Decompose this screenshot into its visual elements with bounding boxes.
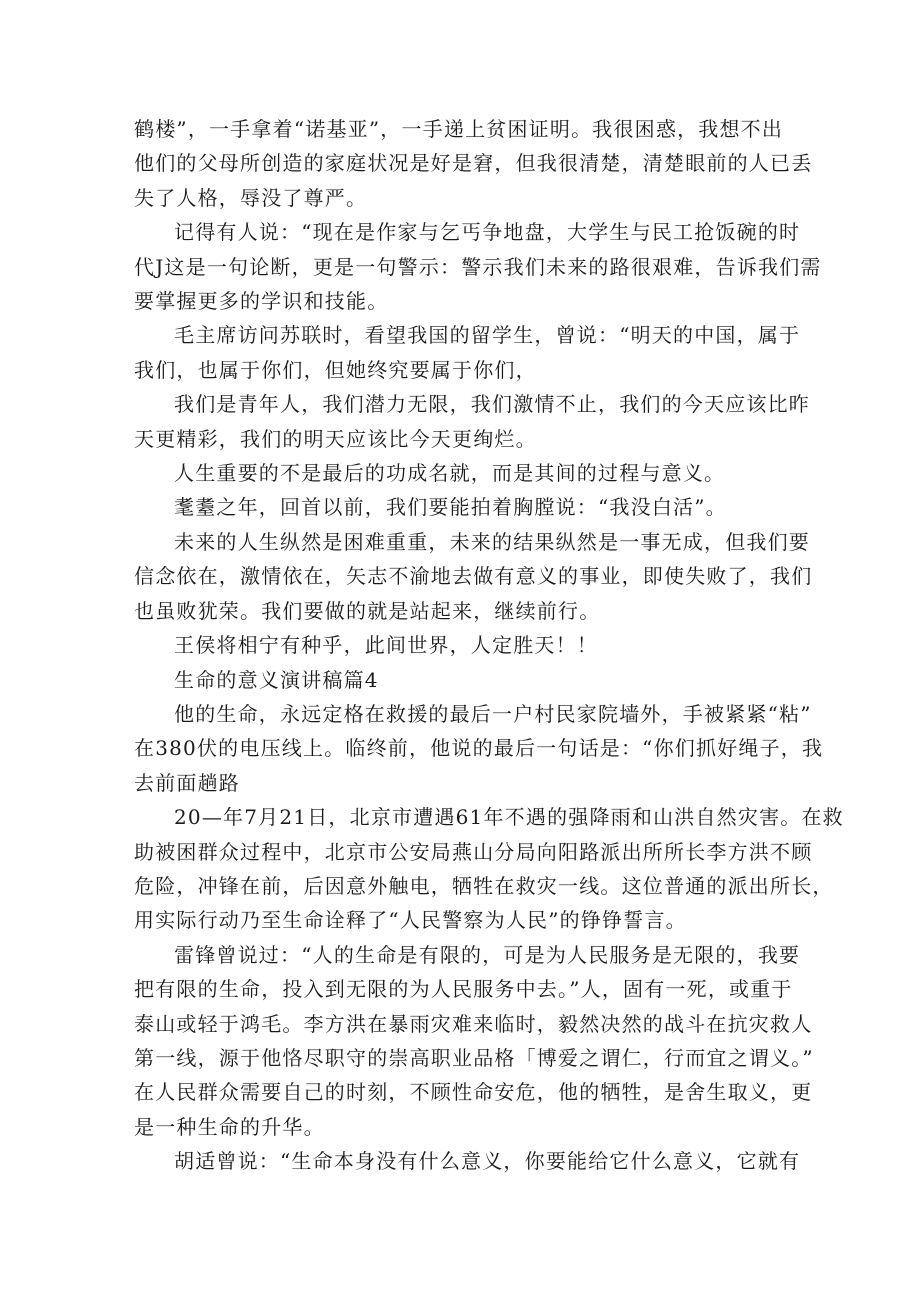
- text-line: 我们是青年人，我们潜力无限，我们激情不止，我们的今天应该比昨: [174, 392, 810, 417]
- text-line: 是一种生命的升华。: [134, 1114, 325, 1139]
- text-line: 生命的意义演讲稿篇4: [174, 667, 379, 692]
- text-line: 天更精彩，我们的明天应该比今天更绚烂。: [134, 426, 537, 451]
- text-line: 第一线，源于他恪尽职守的崇高职业品格「博爱之谓仁，行而宜之谓义。”: [134, 1045, 814, 1070]
- text-line: 失了人格，辱没了尊严。: [134, 185, 368, 210]
- text-line: 信念依在，激情依在，矢志不渝地去做有意义的事业，即使失败了，我们: [134, 564, 813, 589]
- text-line: 在380伏的电压线上。临终前，他说的最后一句话是：“你们抓好绳子，我: [134, 736, 824, 761]
- text-line: 20—年7月21日，北京市遭遇61年不遇的强降雨和山洪自然灾害。在救: [174, 805, 844, 830]
- document-body: [134, 112, 844, 1179]
- text-line: 要掌握更多的学识和技能。: [134, 289, 389, 314]
- text-line: 用实际行动乃至生命诠释了“人民警察为人民”的铮铮誓言。: [134, 908, 687, 933]
- text-line: 他们的父母所创造的家庭状况是好是窘，但我很清楚，清楚眼前的人已丢: [134, 151, 813, 176]
- text-line: 去前面趟路: [134, 770, 240, 795]
- text-line: 记得有人说：“现在是作家与乞丐争地盘，大学生与民工抢饭碗的时: [174, 220, 801, 245]
- text-line: 毛主席访问苏联时，看望我国的留学生，曾说：“明天的中国，属于: [174, 323, 801, 348]
- text-line: 耄耋之年，回首以前，我们要能拍着胸膛说：“我没白活”。: [174, 495, 727, 520]
- text-line: 泰山或轻于鸿毛。李方洪在暴雨灾难来临时，毅然决然的战斗在抗灾救人: [134, 1011, 813, 1036]
- text-line: 把有限的生命，投入到无限的为人民服务中去。”人，固有一死，或重于: [134, 977, 793, 1002]
- text-line: 助被困群众过程中，北京市公安局燕山分局向阳路派出所所长李方洪不顾: [134, 839, 813, 864]
- text-line: 未来的人生纵然是困难重重，未来的结果纵然是一事无成，但我们要: [174, 529, 810, 554]
- text-line: 我们，也属于你们，但她终究要属于你们，: [134, 357, 537, 382]
- text-line: 胡适曾说：“生命本身没有什么意义，你要能给它什么意义，它就有: [174, 1149, 801, 1174]
- text-line: 王侯将相宁有种乎，此间世界，人定胜天！！: [174, 633, 598, 658]
- text-line: 鹤楼”，一手拿着“诺基亚”，一手递上贫困证明。我很困惑，我想不出: [134, 117, 784, 141]
- text-line: 人生重要的不是最后的功成名就，而是其间的过程与意义。: [174, 461, 726, 486]
- text-line: 他的生命，永远定格在救援的最后一户村民家院墙外，手被紧紧“粘”: [174, 701, 812, 726]
- text-line: 雷锋曾说过：“人的生命是有限的，可是为人民服务是无限的，我要: [174, 942, 801, 967]
- text-line: 也虽败犹荣。我们要做的就是站起来，继续前行。: [134, 598, 601, 623]
- text-line: 危险，冲锋在前，后因意外触电，牺牲在救灾一线。这位普通的派出所长，: [134, 873, 834, 898]
- text-line: 在人民群众需要自己的时刻，不顾性命安危，他的牺牲，是舍生取义，更: [134, 1080, 813, 1105]
- text-line: 代J这是一句论断，更是一句警示：警示我们未来的路很艰难，告诉我们需: [134, 254, 822, 279]
